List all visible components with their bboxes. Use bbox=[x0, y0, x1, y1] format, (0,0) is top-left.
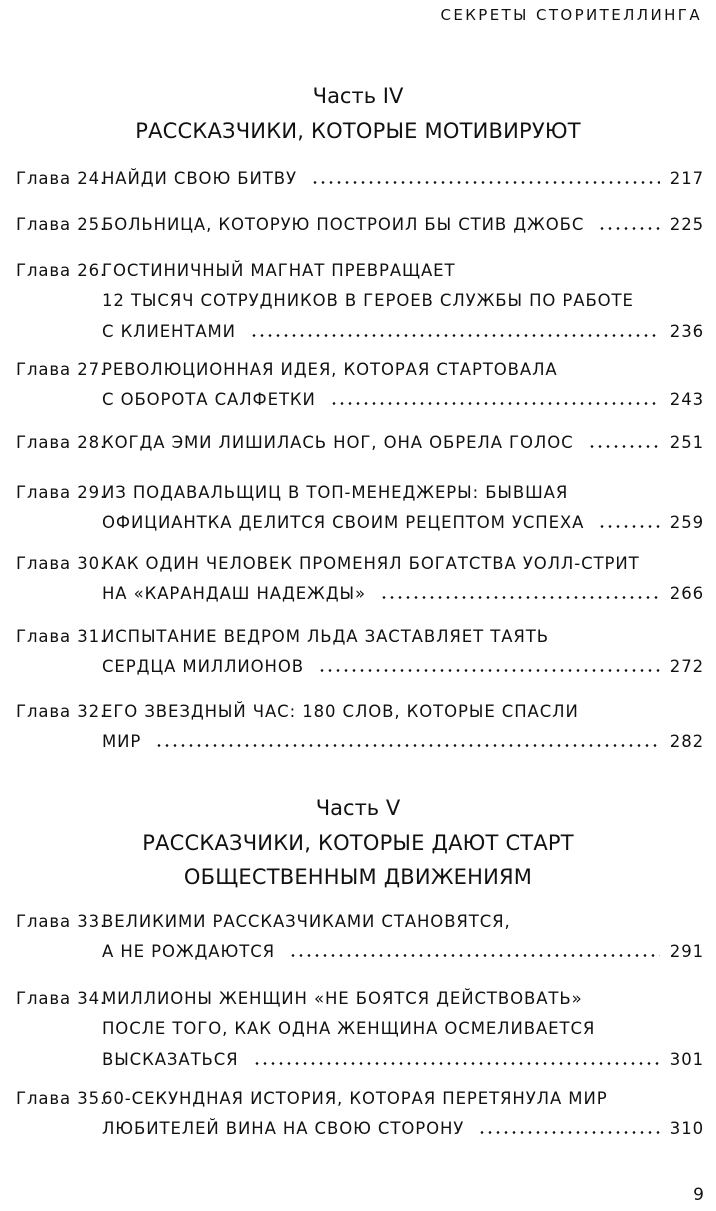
running-head: СЕКРЕТЫ СТОРИТЕЛЛИНГА bbox=[440, 6, 702, 24]
page-reference: 272 bbox=[669, 657, 704, 676]
page-reference: 301 bbox=[669, 1049, 704, 1069]
chapter-title-text: ИЗ ПОДАВАЛЬЩИЦ В ТОП-МЕНЕДЖЕРЫ: БЫВШАЯ bbox=[102, 482, 569, 502]
chapter-title-line bbox=[102, 1083, 704, 1113]
dot-leader bbox=[289, 954, 660, 957]
chapter-title-text: МИЛЛИОНЫ ЖЕНЩИН «НЕ БОЯТСЯ ДЕЙСТВОВАТЬ» bbox=[102, 988, 583, 1008]
page-reference: 251 bbox=[669, 432, 704, 452]
part-label-text: Часть IV bbox=[312, 84, 404, 108]
chapter-label: Глава 26. bbox=[16, 260, 107, 280]
page-reference: 236 bbox=[669, 321, 704, 341]
page-reference: 266 bbox=[669, 584, 704, 603]
page-reference: 225 bbox=[669, 214, 704, 234]
chapter-title-text: ВЕЛИКИМИ РАССКАЗЧИКАМИ СТАНОВЯТСЯ, bbox=[102, 911, 511, 931]
part-title bbox=[0, 826, 716, 894]
dot-leader bbox=[598, 227, 660, 230]
chapter-title-text: НА «КАРАНДАШ НАДЕЖДЫ» bbox=[102, 584, 366, 603]
chapter-title-text: ИСПЫТАНИЕ ВЕДРОМ ЛЬДА ЗАСТАВЛЯЕТ ТАЯТЬ bbox=[102, 626, 549, 646]
chapter-title-line bbox=[102, 385, 704, 415]
dot-leader bbox=[478, 1131, 660, 1134]
chapter-label: Глава 35. bbox=[16, 1088, 107, 1108]
chapter-title-text: ВЫСКАЗАТЬСЯ bbox=[102, 1049, 239, 1069]
chapter-title-text: ОФИЦИАНТКА ДЕЛИТСЯ СВОИМ РЕЦЕПТОМ УСПЕХА bbox=[102, 513, 585, 532]
chapter-title-text: СЕРДЦА МИЛЛИОНОВ bbox=[102, 657, 304, 676]
dot-leader bbox=[588, 445, 660, 448]
chapter-title-line bbox=[102, 477, 704, 507]
chapter-title-text: ЕГО ЗВЕЗДНЫЙ ЧАС: 180 СЛОВ, КОТОРЫЕ СПАСЛИ bbox=[102, 701, 579, 721]
part-title-line: ОБЩЕСТВЕННЫМ ДВИЖЕНИЯМ bbox=[183, 865, 533, 889]
chapter-title-line bbox=[102, 579, 704, 609]
chapter-title-text: РЕВОЛЮЦИОННАЯ ИДЕЯ, КОТОРАЯ СТАРТОВАЛА bbox=[102, 359, 558, 379]
chapter-title-line bbox=[102, 652, 704, 682]
chapter-title-text: С ОБОРОТА САЛФЕТКИ bbox=[102, 390, 316, 409]
chapter-title-line bbox=[102, 508, 704, 538]
chapter-label: Глава 27. bbox=[16, 359, 107, 379]
chapter-title-line bbox=[102, 696, 704, 726]
dot-leader bbox=[155, 744, 660, 747]
chapter-title-line bbox=[102, 427, 704, 457]
part-title-line: РАССКАЗЧИКИ, КОТОРЫЕ ДАЮТ СТАРТ bbox=[142, 831, 574, 855]
dot-leader bbox=[250, 334, 660, 337]
dot-leader bbox=[330, 402, 660, 405]
part-title bbox=[0, 114, 716, 148]
chapter-title-text: 60-СЕКУНДНАЯ ИСТОРИЯ, КОТОРАЯ ПЕРЕТЯНУЛА МИР bbox=[102, 1088, 608, 1108]
chapter-title-line bbox=[102, 548, 704, 578]
chapter-title-line bbox=[102, 209, 704, 239]
chapter-title-line bbox=[102, 1114, 704, 1144]
chapter-label: Глава 29. bbox=[16, 482, 107, 502]
chapter-title-text: ЛЮБИТЕЛЕЙ ВИНА НА СВОЮ СТОРОНУ bbox=[102, 1119, 465, 1138]
page-number: 9 bbox=[693, 1185, 704, 1205]
chapter-title-line bbox=[102, 937, 704, 967]
dot-leader bbox=[318, 669, 660, 672]
page-reference: 217 bbox=[669, 168, 704, 188]
chapter-label: Глава 31. bbox=[16, 626, 107, 646]
dot-leader bbox=[253, 1062, 660, 1065]
chapter-label: Глава 33. bbox=[16, 911, 107, 931]
chapter-title-line bbox=[102, 727, 704, 757]
dot-leader bbox=[311, 181, 660, 184]
chapter-label: Глава 30. bbox=[16, 553, 107, 573]
page-reference: 310 bbox=[669, 1119, 704, 1138]
chapter-title-text: МИР bbox=[102, 732, 142, 751]
page-reference: 291 bbox=[669, 942, 704, 961]
page-reference: 259 bbox=[669, 513, 704, 532]
part-title-line: РАССКАЗЧИКИ, КОТОРЫЕ МОТИВИРУЮТ bbox=[135, 119, 581, 143]
chapter-title-text: ПОСЛЕ ТОГО, КАК ОДНА ЖЕНЩИНА ОСМЕЛИВАЕТСЯ bbox=[102, 1019, 596, 1038]
chapter-title-text: КОГДА ЭМИ ЛИШИЛАСЬ НОГ, ОНА ОБРЕЛА ГОЛОС bbox=[102, 432, 574, 452]
chapter-title-line bbox=[102, 354, 704, 384]
chapter-title-text: ГОСТИНИЧНЫЙ МАГНАТ ПРЕВРАЩАЕТ bbox=[102, 260, 456, 280]
chapter-label: Глава 32. bbox=[16, 701, 107, 721]
part-label bbox=[0, 82, 716, 110]
chapter-title-line bbox=[102, 316, 704, 346]
chapter-title-line bbox=[102, 621, 704, 651]
chapter-title-line bbox=[102, 1014, 704, 1044]
chapter-title-text: НАЙДИ СВОЮ БИТВУ bbox=[102, 168, 297, 188]
chapter-label: Глава 34. bbox=[16, 988, 107, 1008]
chapter-title-line bbox=[102, 983, 704, 1013]
chapter-title-text: КАК ОДИН ЧЕЛОВЕК ПРОМЕНЯЛ БОГАТСТВА УОЛЛ-СТРИТ bbox=[102, 553, 640, 573]
chapter-label: Глава 25. bbox=[16, 214, 107, 234]
page-reference: 243 bbox=[669, 390, 704, 409]
part-label-text: Часть V bbox=[315, 796, 401, 820]
chapter-title-text: 12 ТЫСЯЧ СОТРУДНИКОВ В ГЕРОЕВ СЛУЖБЫ ПО РАБОТЕ bbox=[102, 291, 634, 310]
chapter-title-line bbox=[102, 163, 704, 193]
chapter-label: Глава 28. bbox=[16, 432, 107, 452]
part-label bbox=[0, 794, 716, 822]
page-reference: 282 bbox=[669, 732, 704, 751]
chapter-title-line bbox=[102, 286, 704, 316]
chapter-title-text: А НЕ РОЖДАЮТСЯ bbox=[102, 942, 275, 961]
chapter-label: Глава 24. bbox=[16, 168, 107, 188]
dot-leader bbox=[598, 525, 659, 528]
chapter-title-text: С КЛИЕНТАМИ bbox=[102, 321, 236, 341]
chapter-title-line bbox=[102, 255, 704, 285]
chapter-title-text: БОЛЬНИЦА, КОТОРУЮ ПОСТРОИЛ БЫ СТИВ ДЖОБС bbox=[102, 214, 585, 234]
chapter-title-line bbox=[102, 1044, 704, 1074]
dot-leader bbox=[380, 596, 660, 599]
chapter-title-line bbox=[102, 906, 704, 936]
